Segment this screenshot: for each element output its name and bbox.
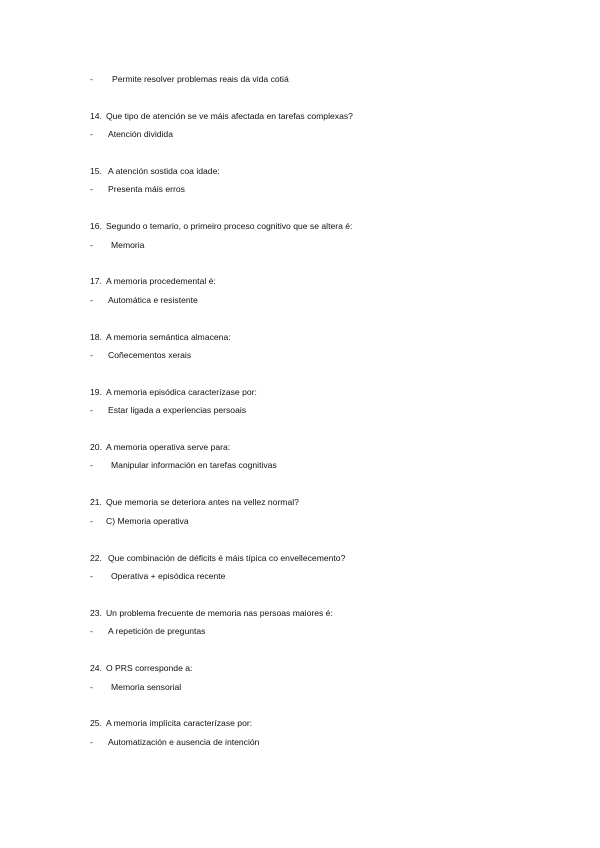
bullet-dash: - xyxy=(90,350,93,360)
question-number: 24. xyxy=(90,663,102,673)
bullet-dash: - xyxy=(90,516,93,526)
answer-15 xyxy=(90,184,185,195)
answer-20 xyxy=(90,460,277,471)
question-text: Segundo o temario, o primeiro proceso cognitivo que se altera é: xyxy=(105,221,353,231)
question-number: 22. xyxy=(90,553,102,563)
question-number: 14. xyxy=(90,111,102,121)
question-text: A memoria episódica caracterízase por: xyxy=(105,387,257,397)
answer-text: Automática e resistente xyxy=(108,295,198,305)
question-number: 21. xyxy=(90,497,102,507)
question-number: 17. xyxy=(90,276,102,286)
answer-23 xyxy=(90,626,205,637)
bullet-dash: - xyxy=(90,626,93,636)
question-21 xyxy=(90,497,299,508)
answer-14 xyxy=(90,129,173,140)
answer-text: Automatización e ausencia de intención xyxy=(108,737,260,747)
answer-text: Operativa + episódica recente xyxy=(111,571,226,581)
question-text: A atención sostida coa idade: xyxy=(107,166,220,176)
question-number: 15. xyxy=(90,166,102,176)
answer-text: Atención dividida xyxy=(108,129,173,139)
bullet-dash: - xyxy=(90,295,93,305)
bullet-dash: - xyxy=(90,240,93,250)
question-text: Que memoria se deteriora antes na vellez normal? xyxy=(105,497,299,507)
question-text: A memoria implícita caracterízase por: xyxy=(105,718,253,728)
question-14 xyxy=(90,111,353,122)
answer-text: Coñecementos xerais xyxy=(108,350,192,360)
question-22 xyxy=(90,553,345,564)
bullet-dash: - xyxy=(90,737,93,747)
answer-text: Manipular información en tarefas cognitivas xyxy=(111,460,277,470)
bullet-dash: - xyxy=(90,460,93,470)
bullet-dash: - xyxy=(90,74,93,84)
question-18 xyxy=(90,332,231,343)
answer-text: Estar ligada a experiencias persoais xyxy=(108,405,247,415)
answer-25 xyxy=(90,737,259,748)
bullet-dash: - xyxy=(90,571,93,581)
question-text: A memoria procedemental é: xyxy=(105,276,216,286)
answer-text: Memoria xyxy=(111,240,145,250)
question-15 xyxy=(90,166,220,177)
answer-22 xyxy=(90,571,225,582)
question-text: A memoria semántica almacena: xyxy=(105,332,231,342)
answer-18 xyxy=(90,350,191,361)
question-number: 16. xyxy=(90,221,102,231)
bullet-dash: - xyxy=(90,129,93,139)
answer-19 xyxy=(90,405,246,416)
answer-text: Memoria sensorial xyxy=(111,682,182,692)
answer-24 xyxy=(90,682,181,693)
question-text: Que tipo de atención se ve máis afectada en tarefas complexas? xyxy=(105,111,353,121)
question-text: Que combinación de déficits é máis típica co envellecemento? xyxy=(107,553,346,563)
answer-21 xyxy=(90,516,189,527)
answer-text: Permite resolver problemas reais da vida cotiá xyxy=(112,74,289,84)
question-number: 23. xyxy=(90,608,102,618)
question-24 xyxy=(90,663,192,674)
question-16 xyxy=(90,221,352,232)
answer-text: Presenta máis erros xyxy=(108,184,185,194)
question-number: 18. xyxy=(90,332,102,342)
question-number: 19. xyxy=(90,387,102,397)
question-number: 25. xyxy=(90,718,102,728)
question-25 xyxy=(90,718,252,729)
question-23 xyxy=(90,608,333,619)
answer-text: A repetición de preguntas xyxy=(108,626,206,636)
question-text: O PRS corresponde a: xyxy=(105,663,193,673)
question-17 xyxy=(90,276,216,287)
answer-17 xyxy=(90,295,198,306)
question-number: 20. xyxy=(90,442,102,452)
question-text: A memoria operativa serve para: xyxy=(105,442,231,452)
answer-text: C) Memoria operativa xyxy=(106,516,189,526)
answer-16 xyxy=(90,240,144,251)
question-text: Un problema frecuente de memoria nas persoas maiores é: xyxy=(105,608,333,618)
bullet-dash: - xyxy=(90,405,93,415)
question-20 xyxy=(90,442,230,453)
bullet-dash: - xyxy=(90,682,93,692)
bullet-dash: - xyxy=(90,184,93,194)
question-19 xyxy=(90,387,257,398)
intro-answer xyxy=(90,74,289,85)
